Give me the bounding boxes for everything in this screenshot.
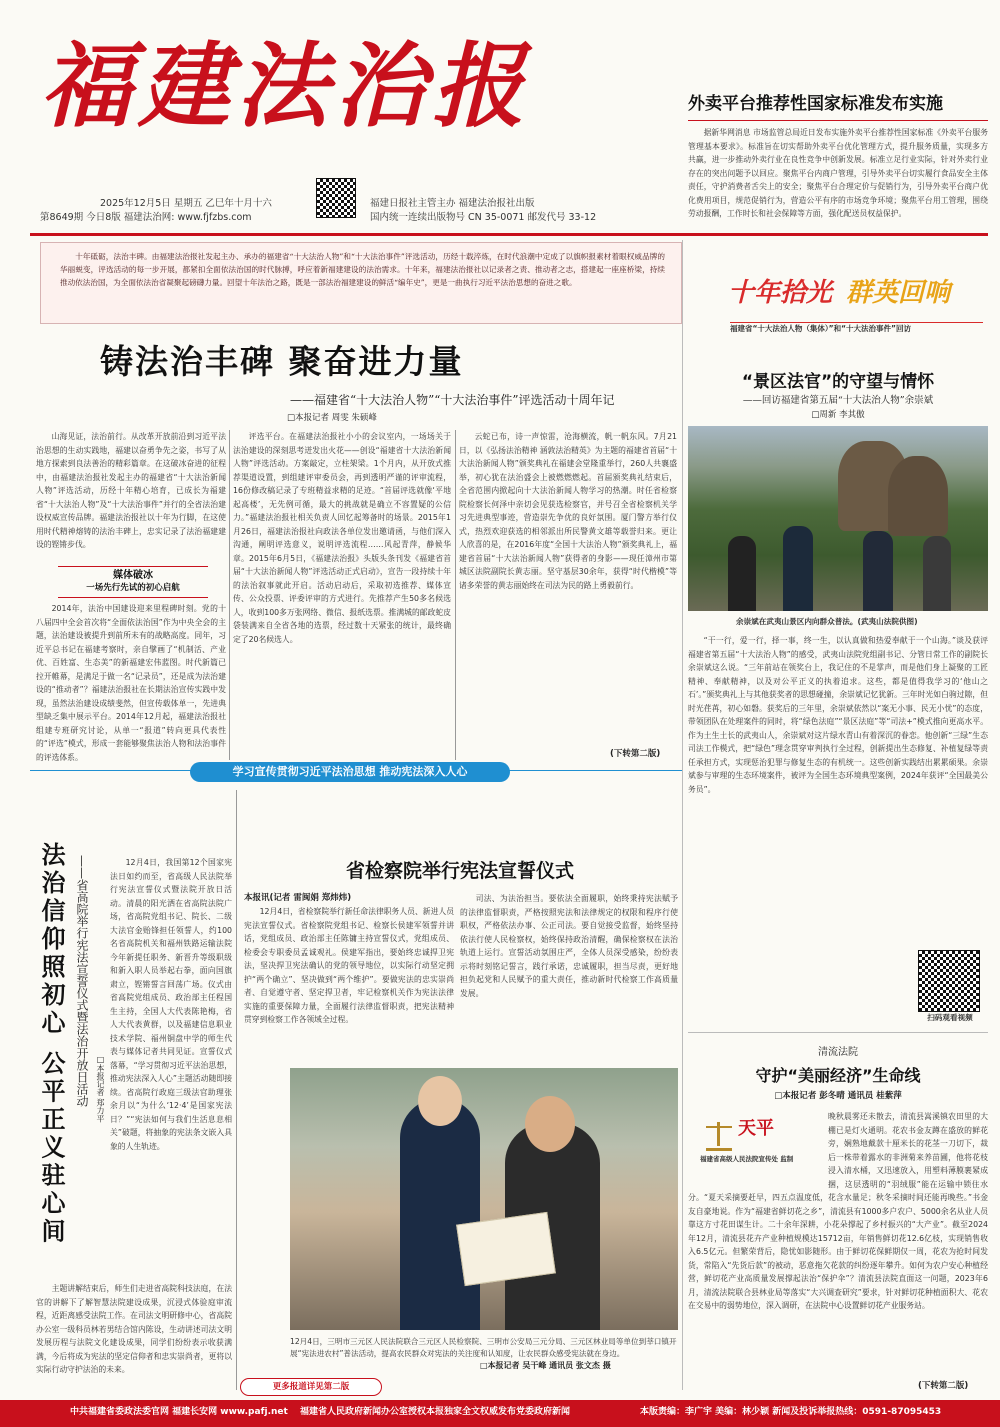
qr-pattern [919, 951, 979, 1011]
date-line: 2025年12月5日 星期五 乙巳年十月十六 [100, 198, 272, 209]
person-figure [728, 536, 756, 611]
license-line: 国内统一连续出版物号 CN 35-0071 邮发代号 33-12 [370, 212, 597, 223]
top-right-rule [688, 120, 988, 121]
masthead-title: 福建法治报 [40, 32, 531, 140]
bottom-right-body: 晚秋晨雾还未散去，清流县嵩溪镇农田里的大棚已是灯火通明。花农书金友蹲在盛放的鲜花旁，娴熟地戴款十厘米长的花茎一刀切下，裁后一株带着露水的非洲菊来养苗圃，他将花枝浸入清水桶，又迅速放入，用塑料薄膜裹紧成捆，这层透明的“羽绒服”能在运输中锁住水分。“夏天采摘要赶早，四五点温度低，花含水量足；秋冬采摘时间还能再晚些。”书金友自豪地说。作为“福建省鲜切花之乡”，清流县有1000多户农户、5000余名从业人员靠这方寸花田谋生计。二十余年深耕，小花朵撑起了乡村振兴的“大产业”。截至2024年12月，清流县花卉产业种植规模达15712亩，年销售鲜切花12.6亿枝，实现销售收入6.5亿元。但繁荣背后，隐忧如影随形。由于鲜切花保鲜期仅一周，花农为抢时间发货，常陷入“先货后款”的被动，恶意拖欠花款的纠纷逐年攀升。如何为农户安心种植经营，鲜切花产业高质量发展撑起法治“保护伞”？清流县法院直面这一问题，2023年6月，清流法院联合县林业局等落实“大兴调查研究”要求，针对鲜切花种植面积大、花农在交易中的弱势地位，深入调研，在法院中心设置鲜切花产业服务站。 [688, 1112, 988, 1310]
main-byline: □本报记者 周雯 朱硕峰 [287, 413, 377, 423]
main-headline: 铸法治丰碑 聚奋进力量 [100, 342, 464, 381]
main-continue-note: (下转第二版) [610, 749, 661, 759]
tianping-title: 天平 [738, 1118, 774, 1139]
masthead-rule [30, 233, 988, 236]
leaflet [456, 1212, 556, 1286]
logo-subtitle: 福建省“十大法治人物（集体）”和“十大法治事件”回访 [730, 322, 983, 333]
intro-text: 十年砥砺，法治丰碑。由福建法治报社发起主办、承办的福建省“十大法治人物”和“十大法治事件”评选活动，历经十载淬炼，在时代浪潮中定成了以旗帜报素材着眼权威品牌的华丽蜕变，评选活动的每一步开展，都紧扣全面依法治国的时代脉搏，呼应着新福建建设的法治需求。十年来，福建法治报社以记录者之责、推动者之志，搭建起一座座桥梁，持续推动依法治国，为全面依法治省凝聚起磅礴力量。回望十年法治之路，既是一部法治福建建设的鲜活“编年史”，更是一曲执行习近平法治思想的奋进之歌。 [60, 252, 665, 287]
footer-left[interactable]: 中共福建省委政法委官网 福建长安网 www.pafj.net [70, 1407, 288, 1417]
bottom-right-kicker: 清流法院 [818, 1047, 858, 1058]
video-qr-code [918, 950, 980, 1012]
qr-pattern [317, 179, 355, 217]
qr-caption: 扫码观看视频 [927, 1013, 973, 1022]
tianping-sub: 福建省高级人民法院宣传处 监制 [700, 1155, 794, 1163]
right-headline: “景区法官”的守望与情怀 [741, 372, 935, 392]
person-figure [783, 526, 813, 611]
sponsor-line: 福建日报社主管主办 福建法治报社出版 [370, 198, 535, 209]
vertical-subheadline: ——省高院举行宪法宣誓仪式暨法治开放日活动 [75, 855, 89, 1107]
main-subheadline: ——福建省“十大法治人物”“十大法治事件”评选活动十周年记 [290, 393, 615, 407]
right-body: “干一行，爱一行，择一事，终一生，以认真做和热爱奉献于一个山海。”谈及获评福建省第五届“十大法治人物”的感受，武夷山法院党组副书记、分管日常工作的副院长余崇斌这么说。“三年前站在领奖台上，我记住的不是掌声，而是他们身上凝聚的工匠精神、奉献精神，以及对公平正义的执着追求。这些，都是值得我学习的‘他山之石’。”颁奖典礼上与其他获奖者的思想碰撞，余崇斌记忆犹新。三年时光如白驹过隙，但时光荏苒，初心如磐。获奖后的三年里，余崇斌依然以“案无小事、民无小忧”的态度，带领团队在处理案件的同时，将“绿色法庭”“景区法庭”等“司法+”模式推向更高水平。作为土生土长的武夷山人，余崇斌对这片绿水青山有着深沉的眷恋。他创新“三绿”生态司法工作模式，把“绿色”理念贯穿审判执行全过程，创新提出生态修复、补植复绿等责任承担方式，实现惩治犯罪与修复生态的有机统一。这些创新实践结出累累硕果。余崇斌参与审理的生态环境案件，被评为全国生态环境典型案例，2024年获评“全国最美公务员”。 [688, 636, 988, 794]
col-divider [236, 790, 237, 1390]
vertical-body: 12月4日，我国第12个国家宪法日如约而至，省高级人民法院举行宪法宣誓仪式暨法院开放日活动。清晨的阳光洒在省高院法院广场，省高院党组书记、院长、二级大法官金贻锋担任领誓人，约100名省高院机关和福州铁路运输法院今年新提任职务、新晋升等级职级和新入职人员举起右拳，面向国旗肃立，铿锵誓言回荡广场。仪式由省高院党组成员、政治部主任程国生主持，全国人大代表陈艳梅，省人大代表黄群，以及福建信息职业技术学院、福州铜盘中学的师生代表与媒体记者共同见证。宣誓仪式落幕，“学习贯彻习近平法治思想，推动宪法深入人心”主题活动随即接续。省高院行政庭三级法官助理张余月以“为什么‘12·4’是国家宪法日？”“宪法如何与我们生活息息相关”破题，将抽象的宪法条文嵌入具象的人生轨迹。 [110, 858, 232, 1151]
vertical-headline: 法治信仰照初心 公平正义驻心间 [37, 842, 65, 1247]
officer-head [418, 1076, 462, 1126]
officer-figure [400, 1098, 480, 1330]
section-banner: 学习宣传贯彻习近平法治思想 推动宪法深入人心 [190, 762, 510, 782]
judge-photo [688, 426, 988, 611]
bottom-right-byline: □本报记者 彭冬晴 通讯员 桂紫萍 [774, 1091, 902, 1101]
right-body-tail [688, 948, 910, 1028]
right-byline: □周新 李其傲 [811, 410, 865, 420]
footer-right: 本版责编：李广宇 美编：林少颖 新闻及投诉举报热线：0591-87095453 [640, 1407, 942, 1417]
right-subheadline: ——回访福建省第五届“十大法治人物”余崇斌 [742, 395, 934, 406]
retrospective-logo [728, 278, 983, 338]
more-reports-tag[interactable]: 更多报道详见第二版 [240, 1378, 382, 1396]
footer-middle: 福建省人民政府新闻办公室授权本报独家全文权威发布党委政府新闻 [300, 1407, 571, 1417]
person-figure [863, 531, 893, 611]
col-divider [229, 430, 230, 760]
right-column-divider [682, 240, 683, 1390]
subsection-sub: 一场先行先试的初心启航 [86, 583, 180, 593]
issue-line: 第8649期 今日8版 福建法治网: www.fjfzbs.com [40, 212, 252, 223]
vertical-body-bottom: 主题讲解结束后，师生们走进省高院科技法庭，在法官的讲解下了解智慧法院建设成果，沉浸式体验庭审流程，近距离感受法院工作。在司法文明研修中心，省高院办公室一级科员林若男结合馆内陈设，生动讲述司法文明发展历程与法院文化建设成果，同学们纷纷表示收获满满，今后将成为宪法的坚定信仰者和忠实崇尚者，更将以实际行动守护法治的未来。 [36, 1284, 232, 1374]
main-col1-top: 山海见证，法治前行。从改革开放前沿到习近平法治思想的生动实践地，福建以奋勇争先之姿，书写了从地方探索到良法善治的精彩篇章。在这破冰奋进的征程中，由福建法治报社发起主办的福建省“十大法治新闻人物”评选活动，历经十年精心培育，已成长为福建省“十大法治人物”及“十大法治事件”并行的全省法治建设权威宣传品牌。福建法治报社以十年为行脚，在这使用时代精神熔铸的法治丰碑上，忠实记录了法治福建建设的铿锵步伐。 [36, 432, 226, 549]
middle-headline: 省检察院举行宪法宣誓仪式 [345, 860, 574, 882]
person-figure [923, 536, 951, 611]
main-col1-bottom: 2014年，法治中国建设迎来里程碑时刻。党的十八届四中全会首次将“全面依法治国”作为中央全会的主题，法治建设被提升到前所未有的战略高度。同年，习近平总书记在福建考察时，亲自擘画了“机制活、产业优、百姓富、生态美”的新福建宏伟蓝图。时代新篇已拉开帷幕，是满足于做一名“记录员”，还是成为法治建设的“推动者”？福建法治报社在长期法治宣传实践中发现，虽然法治建设成绩斐然，但宣传载体单一，先进典型缺乏集中展示平台。2014年12月起，福建法治报社组建专班研究讨论，从单一“报道”转向更具代表性的“评选”模式，形成一套能够聚焦法治人物和法治事件的评选体系。 [36, 604, 226, 762]
top-right-headline: 外卖平台推荐性国家标准发布实施 [688, 94, 943, 114]
main-col3: 云蛇已布，诗一声惊雷，沧海横流，帆一帆东风。7月21日，以《弘扬法治精神 涵敦法治精英》为主题的福建省首届“十大法治新闻人物”颁奖典礼在福建会堂隆重举行，260人共襄盛举，初心犹在法治盛会上被燃燃燃起。首届颁奖典礼结束后，全省范围内掀起向十大法治新闻人物学习的热潮。时任省检察院检察长何泽中亲切会见获选检察官，并号召全省检察机关学习先进典型事迹，营造崇先争优的良好氛围。厦门警方举行仪式，热烈欢迎获选的相邻派出所民警黄文雄等载誉归来。更让人欣喜的是，在2016年度“全国十大法治人物”颁奖典礼上，福建省首届“十大法治新闻人物”获得者的身影——现任漳州市第城区法院副院长黄志丽。坚守基层30余年，获得“时代楷模”等诸多荣誉的黄志丽始终在司法为民的路上勇毅前行。 [459, 432, 677, 590]
vertical-byline: □本报记者 郑力平 [96, 1055, 105, 1123]
col-divider [455, 430, 456, 760]
logo-main-text: 十年拾光 [728, 278, 833, 308]
market-photo [290, 1068, 678, 1330]
right-photo-caption: 余崇斌在武夷山景区内向群众普法。(武夷山法院供图) [736, 617, 918, 626]
middle-byline: 本报讯(记者 雷闽娟 郑炜炜) [244, 893, 352, 903]
mountain-shape [888, 456, 948, 536]
masthead-qr-code [316, 178, 356, 218]
top-right-body: 据新华网消息 市场监管总局近日发布实施外卖平台推荐性国家标准《外卖平台服务管理基本要求》。标准旨在切实帮助外卖平台优化管理方式，提升服务质量，实现多方共赢，进一步推动外卖行业在良性竞争中创新发展。标准立足行业实际，针对外卖行业存在的突出问题予以回应。聚焦平台内商户管理，引导外卖平台切实履行食品安全主体责任，守护消费者舌尖上的安全；聚焦平台合理定价与促销行为，引导外卖平台商户优化费用项目，规范促销行为，营造公平有序的市场竞争环境；聚焦平台用工管理，围绕劳动报酬，工作时长和社会保障等方面，强化配送员权益保护。 [688, 128, 988, 218]
middle-body-left: 12月4日，省检察院举行新任命法律职务人员、新进人员宪法宣誓仪式。省检察院党组书记、检察长侯建军领誓并讲话，党组成员、政治部主任陈镛主持宣誓仪式，党组成员、检委会专职委员孟诚观礼。侯建军指出，要始终忠诚捍卫宪法，坚决捍卫宪法确认的党的领导地位，以实际行动坚定拥护“两个确立”、坚决做到“两个维护”。要做宪法的忠实崇尚者、自觉遵守者、坚定捍卫者，牢记检察机关作为宪法法律实施的重要保障力量，全面履行法律监督职责，把宪法精神贯穿到检察工作各领域全过程。 [244, 907, 454, 1024]
subsection-title: 媒体破冰 [113, 570, 153, 581]
main-col2: 评选平台。在福建法治报社小小的会议室内，一场场关于法治建设的深刻思考迸发出火花——创设“福建省十大法治新闻人物”评选活动。方案敲定，立柱架梁。1个月内，从开放式推荐渠道设置，到组建评审委员会，再到透明严谨的评审流程，16份修改稿记录了专班精益求精的足迹。“首届评选就像‘平地起高楼’，无先例可循，最大的挑战就是确立不容置疑的公信力。”福建法治报社相关负责人回忆起筹备时的场景。2015年1月26日，福建法治报社向政法各单位发出邀请函，与他们深入沟通，阐明评选意义，说明评选流程……风起青萍，静候华章。2015年6月5日，《福建法治报》头版头条刊发《福建省首届“十大法治新闻人物”评选活动正式启动》，宣告一段持续十年的法治叙事就此开启。活动启动后，采取初选推荐、媒体宣传、公众投票、评委评审的方式进行。先推荐产生50多名候选人，收到100多万张网络、微信、报纸选票。推满城的邮政蛇皮袋装满来自全省各地的选票，经过数十天紧张的统计，最终确定了20名候选人。 [233, 432, 451, 644]
middle-body-right: 司法、为法治担当。要依法全面履职，始终秉持宪法赋予的法律监督职责，严格按照宪法和法律规定的权限和程序行使职权，严格依法办事、公正司法。要自觉接受监督，始终坚持依法行使人民检察权，始终保持政治清醒，确保检察权在法治轨道上运行。宣誓活动氛围庄严，全体人员深受感染，纷纷表示将时刻铭记誓言，践行承诺，忠诚履职，担当尽责，更好地担负起党和人民赋予的重大责任，推动新时代检察工作高质量发展。 [460, 894, 678, 998]
man-head [525, 1096, 575, 1152]
market-photo-credit: □本报记者 吴干峰 通讯员 张文杰 摄 [480, 1361, 611, 1370]
logo-second-text: 群英回响 [846, 278, 951, 308]
bottom-right-rule [688, 1032, 988, 1033]
market-photo-caption: 12月4日，三明市三元区人民法院联合三元区人民检察院、三明市公安局三元分局、三元区林业局等单位到莘口镇开展“宪法进农村”普法活动，提高农民群众对宪法的关注度和认知度，让农民群众感受宪法就在身边。 [290, 1337, 677, 1358]
bottom-right-headline: 守护“美丽经济”生命线 [755, 1066, 921, 1085]
bottom-right-continue-note: (下转第二版) [918, 1381, 969, 1391]
